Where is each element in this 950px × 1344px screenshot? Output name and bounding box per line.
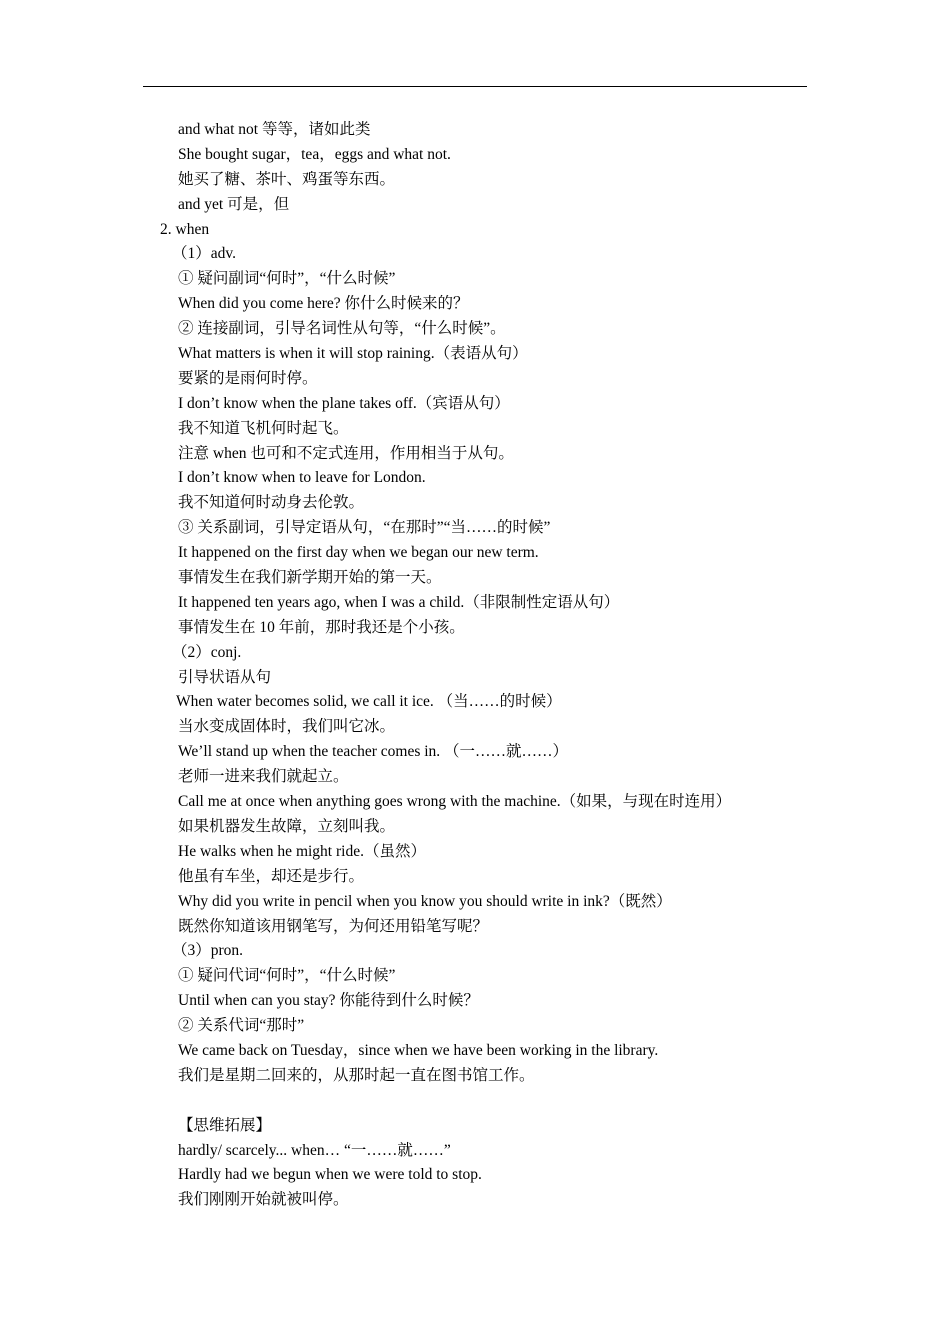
text-line: ② 关系代词“那时”	[178, 1017, 305, 1035]
text-line: 我们刚刚开始就被叫停。	[178, 1191, 349, 1209]
text-line: 既然你知道该用钢笔写，为何还用铅笔写呢？	[178, 917, 489, 935]
text-line: He walks when he might ride.（虽然）	[178, 842, 426, 860]
text-line: 老师一进来我们就起立。	[178, 768, 349, 786]
subsection-heading: （2）conj.	[172, 643, 242, 661]
text-line: ② 连接副词，引导名词性从句等，“什么时候”。	[178, 320, 506, 338]
text-line: and yet 可是，但	[178, 195, 290, 213]
text-line: I don’t know when the plane takes off.（宾语从句）	[178, 394, 510, 412]
text-line: ① 疑问副词“何时”，“什么时候”	[178, 270, 396, 288]
text-line: 我们是星期二回来的，从那时起一直在图书馆工作。	[178, 1066, 535, 1084]
text-line: 要紧的是雨何时停。	[178, 369, 318, 387]
document-body	[0, 118, 950, 1213]
subsection-heading: （3）pron.	[172, 942, 244, 960]
text-line: Why did you write in pencil when you know you should write in ink?（既然）	[178, 892, 672, 910]
text-line: She bought sugar，tea，eggs and what not.	[178, 145, 451, 163]
subsection-heading: （1）adv.	[172, 245, 236, 263]
text-line: 她买了糖、茶叶、鸡蛋等东西。	[178, 170, 396, 188]
text-line: ③ 关系副词，引导定语从句，“在那时”“当……的时候”	[178, 519, 551, 537]
text-line: It happened ten years ago, when I was a child.（非限制性定语从句）	[178, 593, 620, 611]
text-line: 我不知道飞机何时起飞。	[178, 419, 349, 437]
text-line: 如果机器发生故障，立刻叫我。	[178, 817, 396, 835]
text-line: 我不知道何时动身去伦敦。	[178, 494, 365, 512]
extension-heading: 【思维拓展】	[178, 1116, 272, 1134]
text-line: Until when can you stay? 你能待到什么时候？	[178, 992, 479, 1010]
text-line: When did you come here? 你什么时候来的？	[178, 295, 469, 313]
text-line: 事情发生在我们新学期开始的第一天。	[178, 569, 442, 587]
header-rule	[143, 86, 807, 87]
blank-line	[0, 1089, 950, 1114]
text-line: We’ll stand up when the teacher comes in. （一……就……）	[178, 743, 569, 761]
text-line: I don’t know when to leave for London.	[178, 469, 426, 487]
section-heading: 2. when	[160, 220, 210, 238]
text-line: 事情发生在 10 年前，那时我还是个小孩。	[178, 618, 465, 636]
text-line: What matters is when it will stop raining.（表语从句）	[178, 345, 528, 363]
text-line: When water becomes solid, we call it ice. （当……的时候）	[176, 693, 562, 711]
text-line: It happened on the first day when we began our new term.	[178, 544, 539, 562]
text-line: 他虽有车坐，却还是步行。	[178, 867, 365, 885]
text-line: Call me at once when anything goes wrong with the machine.（如果，与现在时连用）	[178, 793, 732, 811]
text-line: 当水变成固体时，我们叫它冰。	[178, 718, 396, 736]
text-line: We came back on Tuesday，since when we have been working in the library.	[178, 1041, 659, 1059]
text-line: Hardly had we begun when we were told to stop.	[178, 1166, 482, 1184]
text-line: and what not 等等，诸如此类	[178, 121, 371, 138]
text-line: hardly/ scarcely... when… “一……就……”	[178, 1141, 451, 1159]
text-line: 引导状语从句	[178, 668, 272, 686]
text-line: ① 疑问代词“何时”，“什么时候”	[178, 967, 396, 985]
text-line: 注意 when 也可和不定式连用，作用相当于从句。	[178, 444, 514, 462]
